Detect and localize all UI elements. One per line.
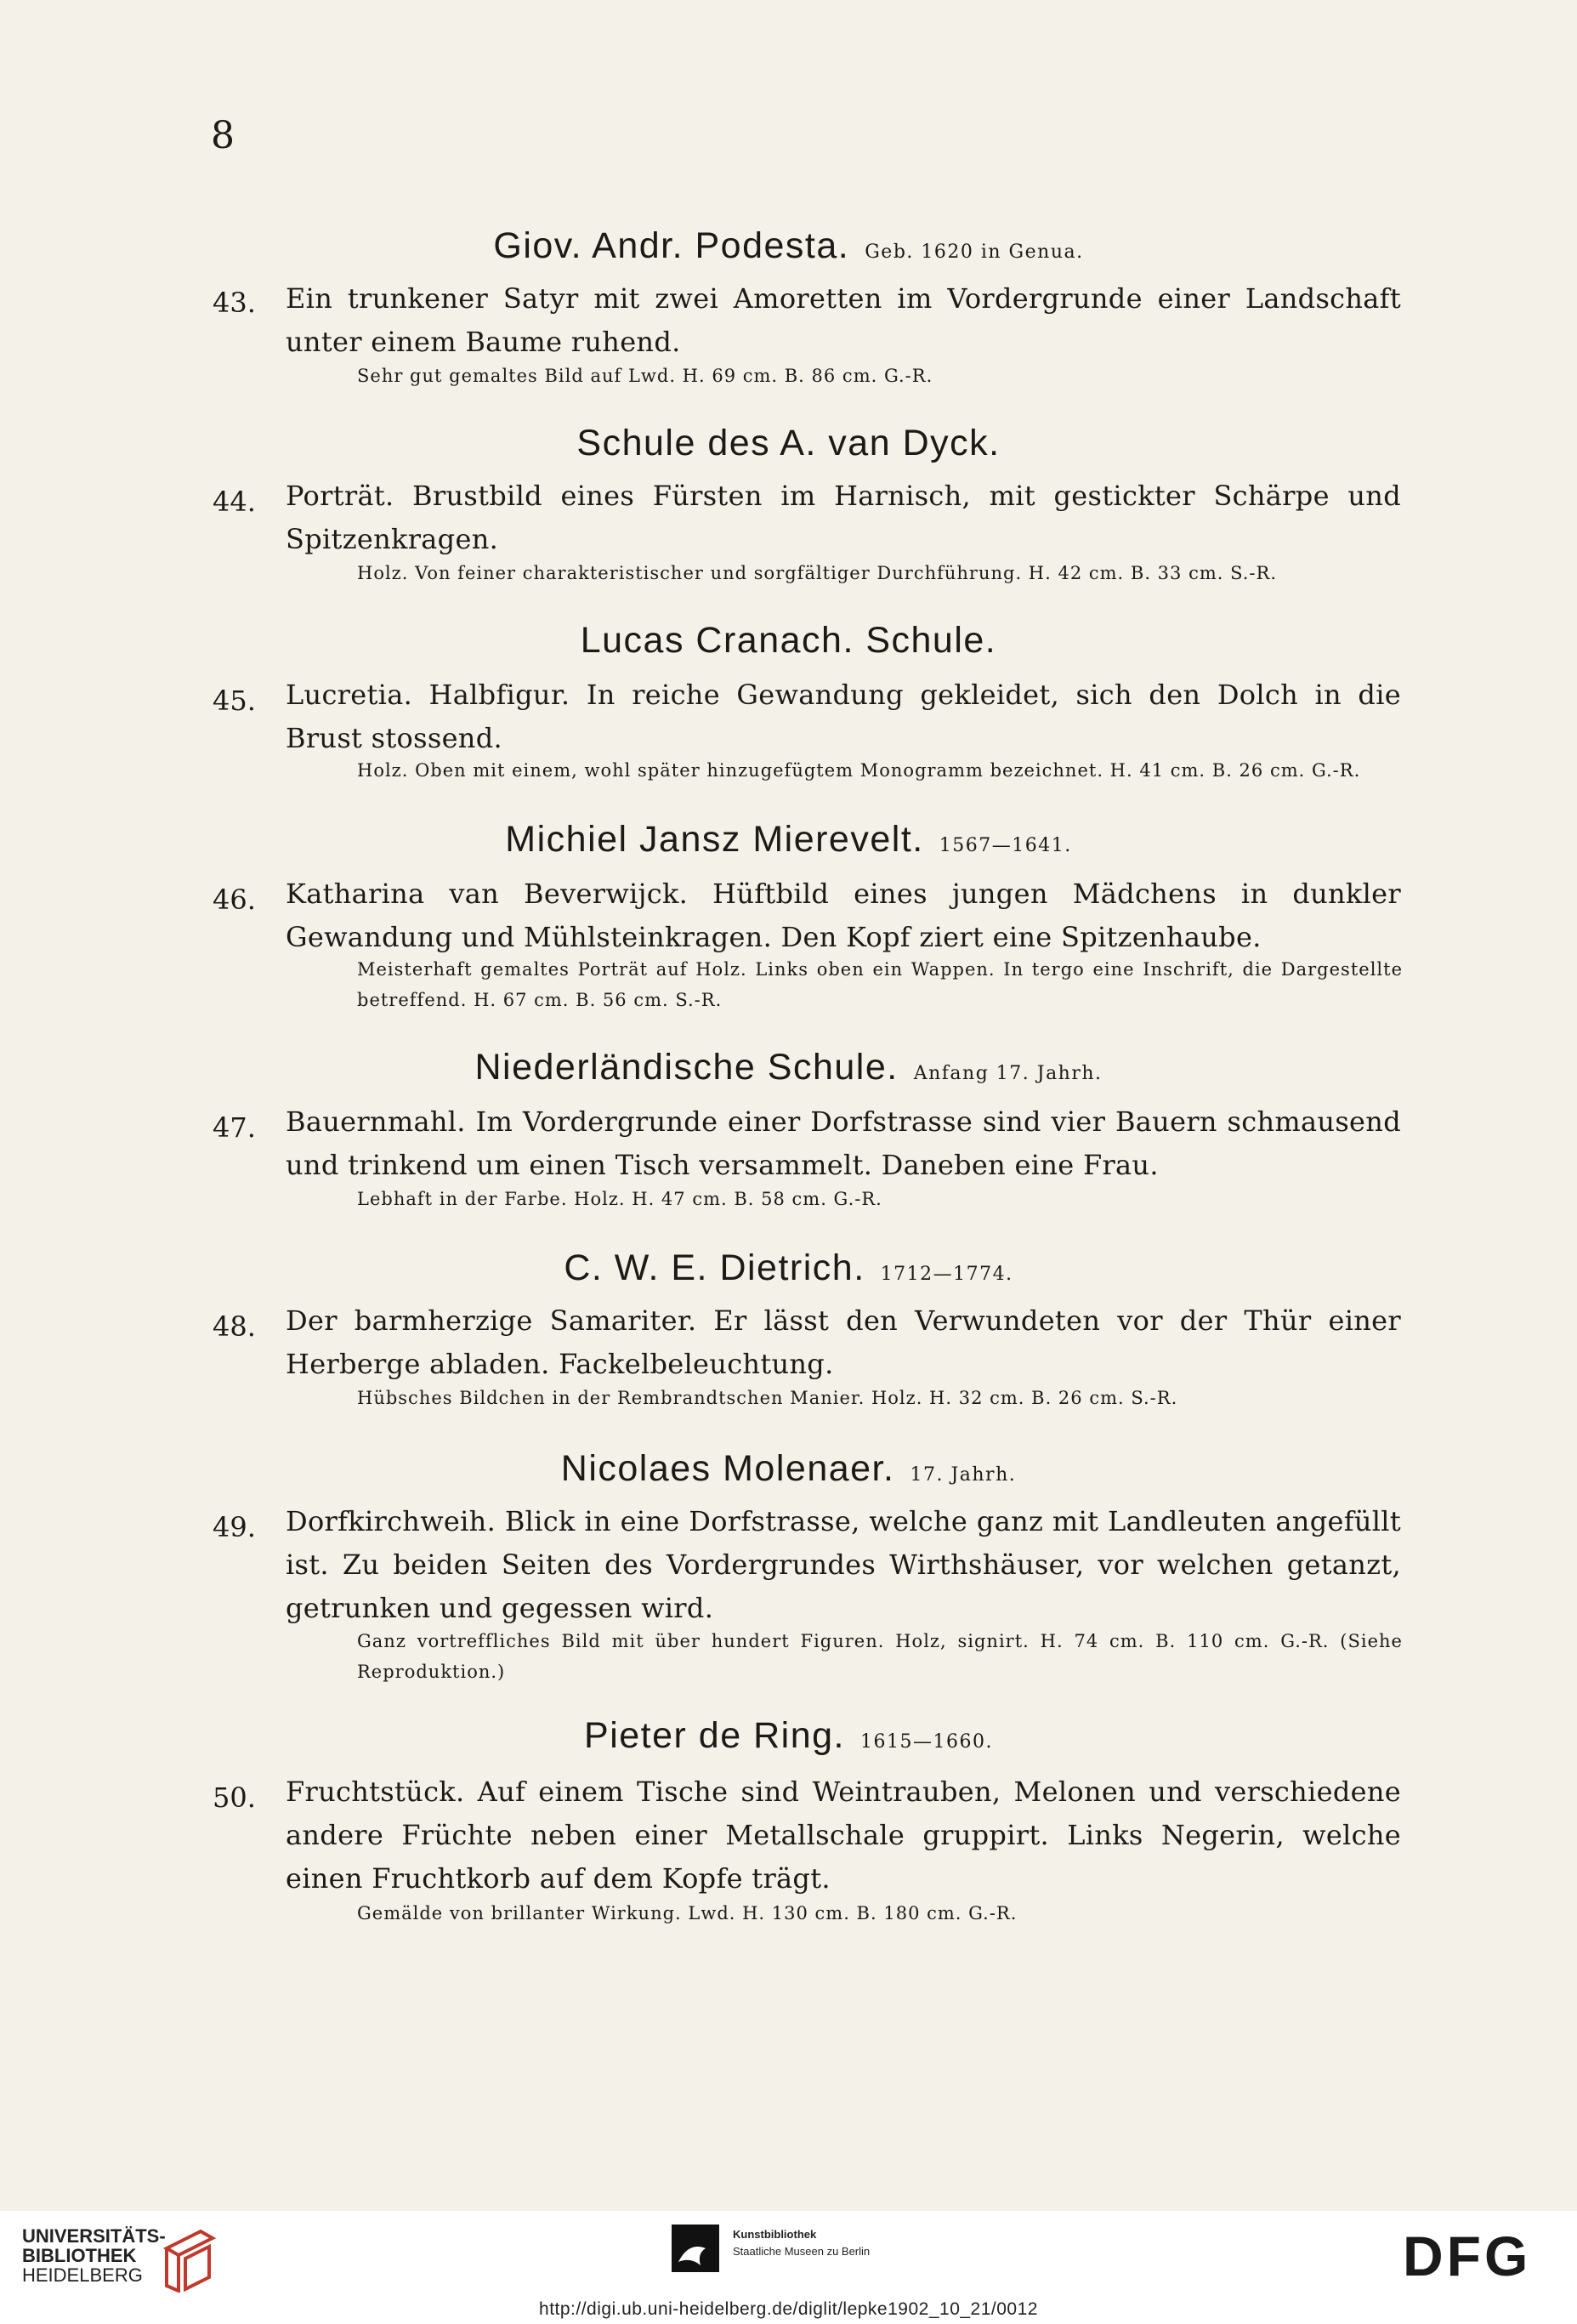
artist-heading [0, 1049, 1577, 1086]
ub-logo-line: HEIDELBERG [22, 2264, 143, 2286]
entry-description: Katharina van Beverwijck. Hüftbild eines jungen Mädchens in dunkler Gewandung und Mühlsteinkragen. Den Kopf ziert eine Spitzenhaube. [286, 878, 1401, 953]
entry-description: Dorfkirchweih. Blick in eine Dorfstrasse, welche ganz mit Landleuten angefüllt ist. Zu beiden Seiten des Vordergrundes Wirthshäuser, vor welchen getanzt, getrunken und gegessen wird. [286, 1505, 1401, 1624]
artist-name: Pieter de Ring. [584, 1715, 845, 1756]
entry-number: 43. [213, 287, 256, 319]
source-url[interactable]: http://digi.ub.uni-heidelberg.de/diglit/lepke1902_10_21/0012 [539, 2299, 1038, 2319]
entry-note: Holz. Oben mit einem, wohl später hinzugefügtem Monogramm bezeichnet. H. 41 cm. B. 26 cm. G.-R. [357, 760, 1361, 781]
entry-description: Lucretia. Halbfigur. In reiche Gewandung gekleidet, sich den Dolch in die Brust stossend. [286, 679, 1401, 754]
entry-note: Lebhaft in der Farbe. Holz. H. 47 cm. B. 58 cm. G.-R. [357, 1189, 882, 1209]
artist-heading [0, 425, 1577, 462]
artist-date: Anfang 17. Jahrh. [913, 1063, 1103, 1084]
entry-note: Holz. Von feiner charakteristischer und sorgfältiger Durchführung. H. 42 cm. B. 33 cm. S.-R. [357, 563, 1277, 583]
footer-bar [0, 2211, 1577, 2324]
artist-date: 1567—1641. [939, 835, 1072, 856]
entry-number: 48. [213, 1310, 256, 1343]
entry-note: Sehr gut gemaltes Bild auf Lwd. H. 69 cm. B. 86 cm. G.-R. [357, 366, 933, 386]
artist-date: 17. Jahrh. [910, 1464, 1017, 1486]
entry-number: 47. [213, 1111, 256, 1144]
entry-description: Bauernmahl. Im Vordergrunde einer Dorfstrasse sind vier Bauern schmausend und trinkend um einen Tisch versammelt. Daneben eine Frau. [286, 1105, 1401, 1181]
entry-number: 49. [213, 1511, 256, 1543]
kb-logo-subtitle: Staatliche Museen zu Berlin [733, 2245, 871, 2258]
entry-number: 50. [213, 1781, 256, 1814]
ub-logo-line: UNIVERSITÄTS- [22, 2225, 166, 2247]
artist-date: 1712—1774. [880, 1264, 1013, 1285]
artist-heading [0, 225, 1577, 266]
artist-heading [0, 1448, 1577, 1489]
entry-number: 44. [213, 486, 256, 518]
ub-emblem-icon [160, 2225, 219, 2293]
entry-description: Fruchtstück. Auf einem Tische sind Weintrauben, Melonen und verschiedene andere Früchte neben einer Metallschale gruppirt. Links Negerin, welche einen Fruchtkorb auf dem Kopfe trägt. [286, 1776, 1401, 1895]
kunstbibliothek-emblem-icon [672, 2225, 723, 2272]
ub-heidelberg-logo[interactable] [22, 2226, 166, 2285]
artist-name: Giov. Andr. Podesta. [493, 225, 850, 266]
entry-note: Gemälde von brillanter Wirkung. Lwd. H. 130 cm. B. 180 cm. G.-R. [357, 1903, 1018, 1923]
artist-date: Geb. 1620 in Genua. [865, 241, 1084, 263]
entry-description: Ein trunkener Satyr mit zwei Amoretten im Vordergrunde einer Landschaft unter einem Baume ruhend. [286, 282, 1401, 358]
kb-logo-title: Kunstbibliothek [733, 2228, 817, 2241]
entry-note: Ganz vortreffliches Bild mit über hundert Figuren. Holz, signirt. H. 74 cm. B. 110 cm. G.-R. (Siehe Reproduktion.) [357, 1631, 1403, 1682]
artist-name: Lucas Cranach. Schule. [580, 620, 997, 661]
entry-number: 45. [213, 685, 256, 717]
artist-name: Michiel Jansz Mierevelt. [505, 819, 924, 860]
artist-heading [0, 1715, 1577, 1756]
ub-logo-line: BIBLIOTHEK [22, 2245, 137, 2266]
artist-date: 1615—1660. [859, 1731, 993, 1753]
artist-name: C. W. E. Dietrich. [564, 1247, 865, 1288]
entry-number: 46. [213, 884, 256, 916]
entry-description: Porträt. Brustbild eines Fürsten im Harnisch, mit gestickter Schärpe und Spitzenkragen. [286, 480, 1401, 555]
dfg-logo[interactable] [1403, 2225, 1532, 2287]
entry-description: Der barmherzige Samariter. Er lässt den Verwundeten vor der Thür einer Herberge abladen. Fackelbeleuchtung. [286, 1304, 1401, 1380]
dfg-logo-text: DFG [1403, 2225, 1532, 2287]
artist-heading [0, 622, 1577, 659]
artist-name: Schule des A. van Dyck. [576, 423, 1001, 463]
entry-note: Meisterhaft gemaltes Porträt auf Holz. Links oben ein Wappen. In tergo eine Inschrift, die Dargestellte betreffend. H. 67 cm. B. 56 cm. S.-R. [357, 959, 1403, 1010]
artist-heading [0, 821, 1577, 858]
artist-name: Niederländische Schule. [474, 1047, 899, 1088]
entry-note: Hübsches Bildchen in der Rembrandtschen Manier. Holz. H. 32 cm. B. 26 cm. S.-R. [357, 1388, 1178, 1408]
page-number: 8 [211, 114, 235, 157]
artist-heading [0, 1247, 1577, 1288]
artist-name: Nicolaes Molenaer. [560, 1448, 895, 1489]
